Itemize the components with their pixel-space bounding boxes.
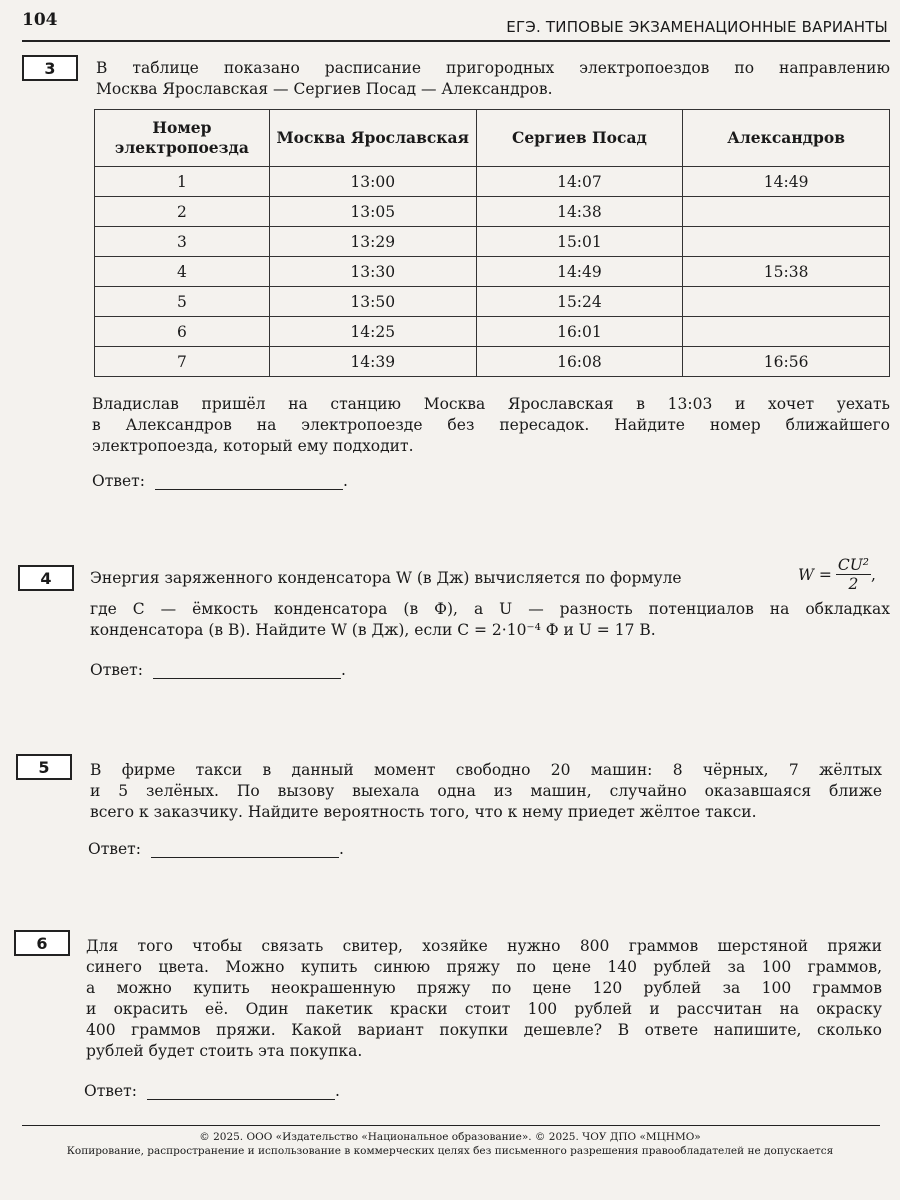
task3-question-line1: Владислав пришёл на станцию Москва Ярославская в 13:03 и хочет уехать xyxy=(92,395,890,413)
task4-answer-field[interactable] xyxy=(153,661,341,679)
task5-answer-field[interactable] xyxy=(151,840,339,858)
train-schedule-table xyxy=(94,109,890,377)
table-header-row xyxy=(95,110,890,167)
task6-line6: рублей будет стоить эта покупка. xyxy=(86,1042,363,1060)
task3-intro-line1: В таблице показано расписание пригородных электропоездов по направлению xyxy=(96,59,890,77)
task6-answer: Ответ: . xyxy=(84,1082,340,1100)
cell: 14:49 xyxy=(683,167,890,197)
task-number-4: 4 xyxy=(18,565,74,591)
cell: 15:01 xyxy=(476,227,683,257)
cell: 1 xyxy=(95,167,270,197)
task4-line1: Энергия заряженного конденсатора W (в Дж) вычисляется по формуле xyxy=(90,569,682,587)
task4-text xyxy=(90,599,890,641)
task6-line4: и окрасить её. Один пакетик краски стоит 100 рублей и рассчитан на окраску xyxy=(86,1000,882,1018)
task4-line2: где C — ёмкость конденсатора (в Ф), а U — разность потенциалов на обкладках xyxy=(90,600,890,618)
cell: 7 xyxy=(95,347,270,377)
table-row xyxy=(95,317,890,347)
cell: 14:25 xyxy=(269,317,476,347)
cell xyxy=(683,317,890,347)
cell: 15:38 xyxy=(683,257,890,287)
cell: 13:29 xyxy=(269,227,476,257)
cell: 16:56 xyxy=(683,347,890,377)
cell: 13:05 xyxy=(269,197,476,227)
cell xyxy=(683,287,890,317)
answer-label: Ответ: xyxy=(88,840,141,858)
cell: 13:00 xyxy=(269,167,476,197)
task5-line3: всего к заказчику. Найдите вероятность того, что к нему приедет жёлтое такси. xyxy=(90,803,757,821)
cell: 13:30 xyxy=(269,257,476,287)
page-number: 104 xyxy=(22,10,58,30)
cell: 5 xyxy=(95,287,270,317)
task5-text xyxy=(90,760,882,823)
header-train-number: Номер электропоезда xyxy=(95,110,270,167)
cell: 14:38 xyxy=(476,197,683,227)
table-row xyxy=(95,197,890,227)
header-moscow: Москва Ярославская xyxy=(269,110,476,167)
cell: 14:49 xyxy=(476,257,683,287)
task3-answer: Ответ: . xyxy=(92,472,348,490)
task4-line3: конденсатора (в В). Найдите W (в Дж), если C = 2·10⁻⁴ Ф и U = 17 В. xyxy=(90,621,656,639)
cell: 4 xyxy=(95,257,270,287)
formula-numerator: CU² xyxy=(837,556,869,574)
table-row xyxy=(95,167,890,197)
task6-line1: Для того чтобы связать свитер, хозяйке нужно 800 граммов шерстяной пряжи xyxy=(86,937,882,955)
table-row xyxy=(95,227,890,257)
cell: 6 xyxy=(95,317,270,347)
footer-notice: Копирование, распространение и использование в коммерческих целях без письменного разрешения правообладателей не допускается xyxy=(66,1145,834,1157)
answer-label: Ответ: xyxy=(84,1082,137,1100)
answer-label: Ответ: xyxy=(92,472,145,490)
cell xyxy=(683,197,890,227)
header-sergiev-posad: Сергиев Посад xyxy=(476,110,683,167)
task6-line2: синего цвета. Можно купить синюю пряжу по цене 140 рублей за 100 граммов, xyxy=(86,958,882,976)
task6-line3: а можно купить неокрашенную пряжу по цене 120 рублей за 100 граммов xyxy=(86,979,882,997)
cell: 16:08 xyxy=(476,347,683,377)
task3-answer-field[interactable] xyxy=(155,472,343,490)
formula-denominator: 2 xyxy=(848,575,859,593)
cell: 15:24 xyxy=(476,287,683,317)
task6-answer-field[interactable] xyxy=(147,1082,335,1100)
formula-lhs: W = xyxy=(798,565,832,584)
task5-line2: и 5 зелёных. По вызову выехала одна из машин, случайно оказавшаяся ближе xyxy=(90,782,882,800)
running-header: ЕГЭ. ТИПОВЫЕ ЭКЗАМЕНАЦИОННЫЕ ВАРИАНТЫ xyxy=(506,18,888,36)
task4-answer: Ответ: . xyxy=(90,661,346,679)
capacitor-formula: W = $\frac{\text{CU²}}{2}$ , xyxy=(798,556,876,593)
task3-question-line3: электропоезда, который ему подходит. xyxy=(92,437,414,455)
cell: 16:01 xyxy=(476,317,683,347)
footer-copyright: © 2025. ООО «Издательство «Национальное образование». © 2025. ЧОУ ДПО «МЦНМО» xyxy=(199,1131,701,1143)
task5-line1: В фирме такси в данный момент свободно 20 машин: 8 чёрных, 7 жёлтых xyxy=(90,761,882,779)
header-aleksandrov: Александров xyxy=(683,110,890,167)
task6-text xyxy=(86,936,882,1062)
cell: 3 xyxy=(95,227,270,257)
task-number-6: 6 xyxy=(14,930,70,956)
task3-intro xyxy=(96,58,890,100)
task3-intro-line2: Москва Ярославская — Сергиев Посад — Александров. xyxy=(96,80,553,98)
task3-question xyxy=(92,394,890,457)
task5-answer: Ответ: . xyxy=(88,840,344,858)
header-divider xyxy=(22,40,890,42)
task3-question-line2: в Александров на электропоезде без пересадок. Найдите номер ближайшего xyxy=(92,416,890,434)
task-number-5: 5 xyxy=(16,754,72,780)
table-row xyxy=(95,287,890,317)
cell: 2 xyxy=(95,197,270,227)
footer-divider xyxy=(22,1125,880,1126)
cell: 14:39 xyxy=(269,347,476,377)
cell: 14:07 xyxy=(476,167,683,197)
task-number-3: 3 xyxy=(22,55,78,81)
cell: 13:50 xyxy=(269,287,476,317)
table-row xyxy=(95,347,890,377)
task6-line5: 400 граммов пряжи. Какой вариант покупки дешевле? В ответе напишите, сколько xyxy=(86,1021,882,1039)
table-row xyxy=(95,257,890,287)
cell xyxy=(683,227,890,257)
answer-label: Ответ: xyxy=(90,661,143,679)
